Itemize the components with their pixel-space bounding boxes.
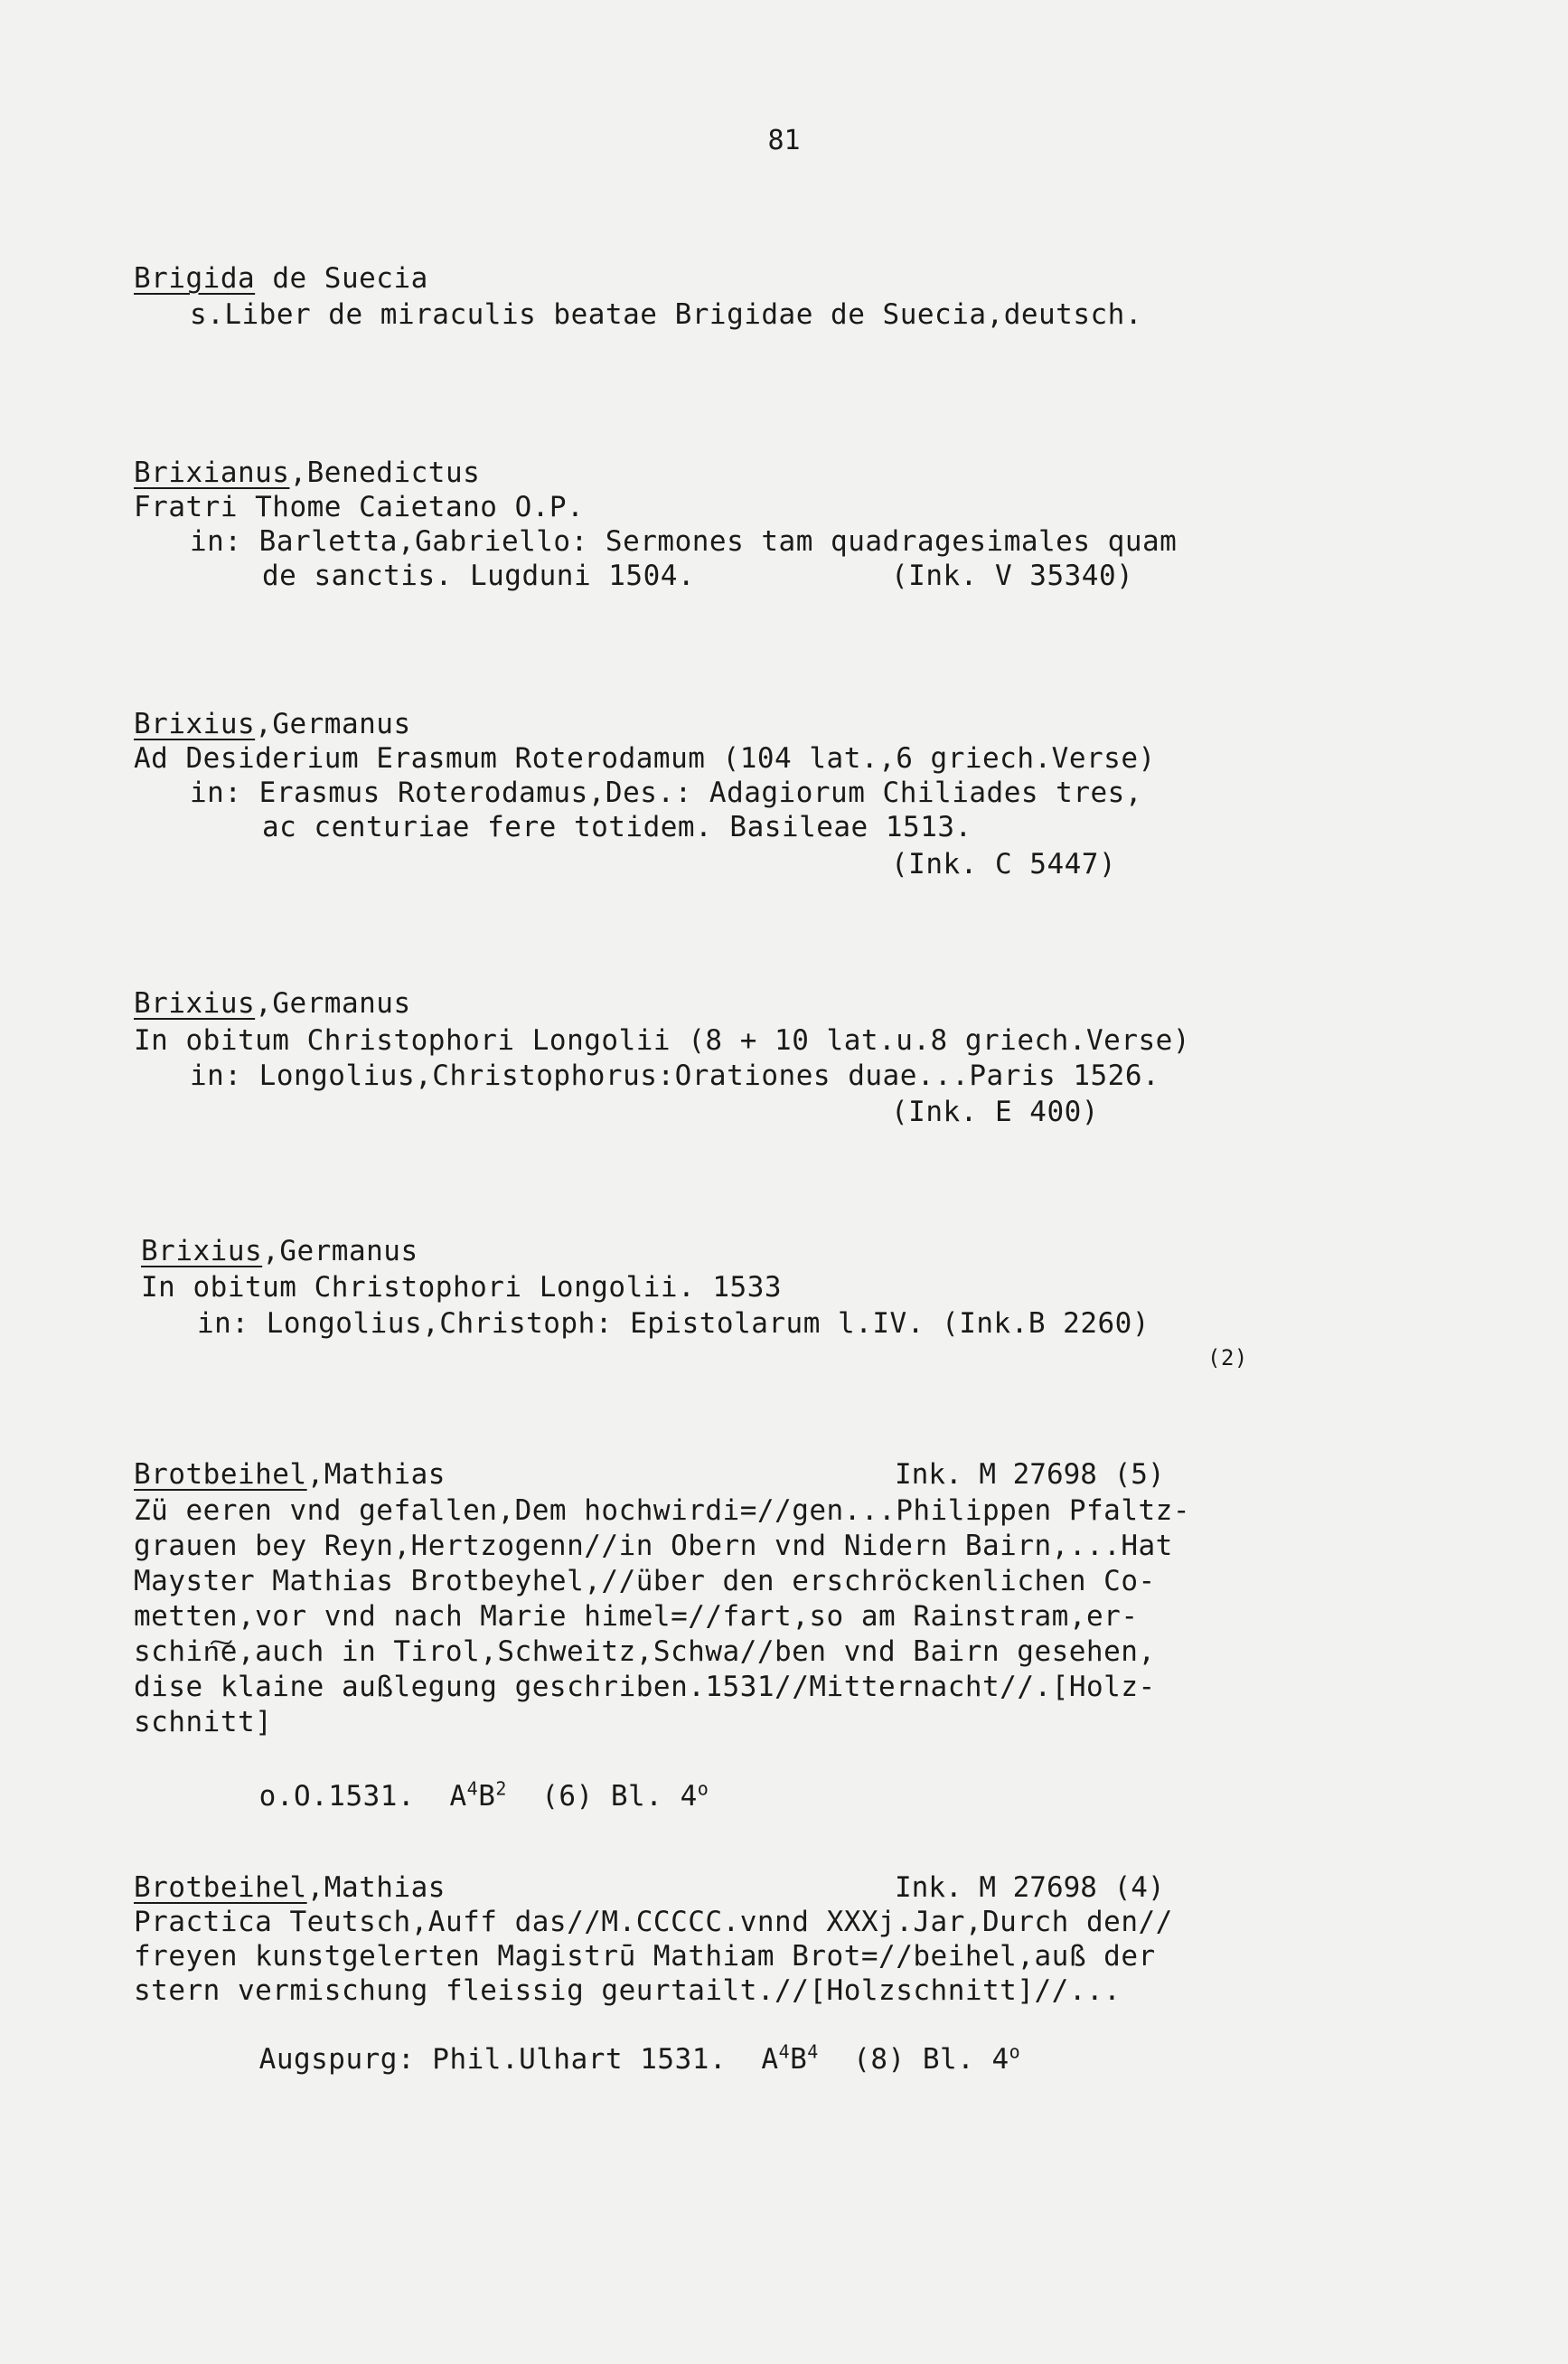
shelfmark: Ink. M 27698 (5) — [895, 1458, 1165, 1491]
page-number: 81 — [767, 125, 801, 156]
shelfmark: (Ink. V 35340) — [891, 560, 1134, 592]
entry-line: In obitum Christophori Longolii (8 + 10 lat.u.8 griech.Verse) — [134, 1024, 1190, 1057]
entry-heading: Brotbeihel,Mathias — [134, 1871, 446, 1904]
entry-line: in: Erasmus Roterodamus,Des.: Adagiorum Chiliades tres, — [190, 777, 1142, 809]
entry-line: schin͠e,auch in Tirol,Schweitz,Schwa//ben vnd Bairn gesehen, — [134, 1635, 1156, 1668]
entry-line: Fratri Thome Caietano O.P. — [134, 491, 585, 523]
shelfmark: (Ink. C 5447) — [891, 848, 1117, 881]
entry-line: s.Liber de miraculis beatae Brigidae de Suecia,deutsch. — [190, 298, 1142, 331]
shelfmark: Ink. M 27698 (4) — [895, 1871, 1165, 1904]
imprint-line — [190, 1747, 709, 1845]
entry-line: in: Longolius,Christophorus:Orationes duae...Paris 1526. — [190, 1060, 1160, 1092]
shelfmark-note: (2) — [1207, 1345, 1248, 1370]
entry-line: in: Longolius,Christoph: Epistolarum l.IV. (Ink.B 2260) — [197, 1307, 1150, 1340]
entry-line: in: Barletta,Gabriello: Sermones tam quadragesimales quam — [190, 525, 1178, 558]
imprint-place-date: o.O.1531. — [258, 1780, 416, 1813]
imprint-line — [190, 2011, 1020, 2108]
entry-line: dise klaine außlegung geschriben.1531//Mitternacht//.[Holz- — [134, 1671, 1156, 1703]
entry-line: stern vermischung fleissig geurtailt.//[Holzschnitt]//... — [134, 1974, 1122, 2007]
entry-line: Mayster Mathias Brotbeyhel,//über den erschröckenlichen Co- — [134, 1565, 1156, 1597]
entry-line: schnitt] — [134, 1706, 273, 1738]
extent: (8) Bl. — [853, 2043, 975, 2076]
entry-heading: Brixius,Germanus — [134, 708, 411, 740]
entry-heading: Brotbeihel,Mathias — [134, 1458, 446, 1491]
entry-line: In obitum Christophori Longolii. 1533 — [141, 1271, 783, 1304]
entry-line: metten,vor vnd nach Marie himel=//fart,so am Rainstram,er- — [134, 1600, 1139, 1633]
entry-line: ac centuriae fere totidem. Basileae 1513. — [262, 811, 972, 843]
entry-line: de sanctis. Lugduni 1504. — [262, 560, 696, 592]
entry-line: Ad Desiderium Erasmum Roterodamum (104 lat.,6 griech.Verse) — [134, 742, 1156, 775]
shelfmark: (Ink. E 400) — [891, 1096, 1099, 1128]
entry-heading: Brixius,Germanus — [141, 1235, 418, 1267]
entry-heading: Brigida de Suecia — [134, 262, 428, 295]
entry-line: Practica Teutsch,Auff das//M.CCCCC.vnnd XXXj.Jar,Durch den// — [134, 1906, 1173, 1938]
entry-line: freyen kunstgelerten Magistrū Mathiam Brot=//beihel,auß der — [134, 1940, 1156, 1973]
entry-heading: Brixius,Germanus — [134, 987, 411, 1020]
format: 4$^o$ — [680, 1777, 709, 1813]
collation: $A^4B^2$ — [449, 1777, 507, 1813]
collation: $A^4B^4$ — [761, 2040, 819, 2076]
format: 4$^o$ — [991, 2040, 1021, 2076]
extent: (6) Bl. — [541, 1780, 663, 1813]
entry-line: grauen bey Reyn,Hertzogenn//in Obern vnd Nidern Bairn,...Hat — [134, 1530, 1173, 1562]
entry-heading: Brixianus,Benedictus — [134, 457, 481, 489]
entry-line: Zü eeren vnd gefallen,Dem hochwirdi=//gen...Philippen Pfaltz- — [134, 1494, 1190, 1527]
imprint-place-date: Augspurg: Phil.Ulhart 1531. — [258, 2043, 728, 2076]
